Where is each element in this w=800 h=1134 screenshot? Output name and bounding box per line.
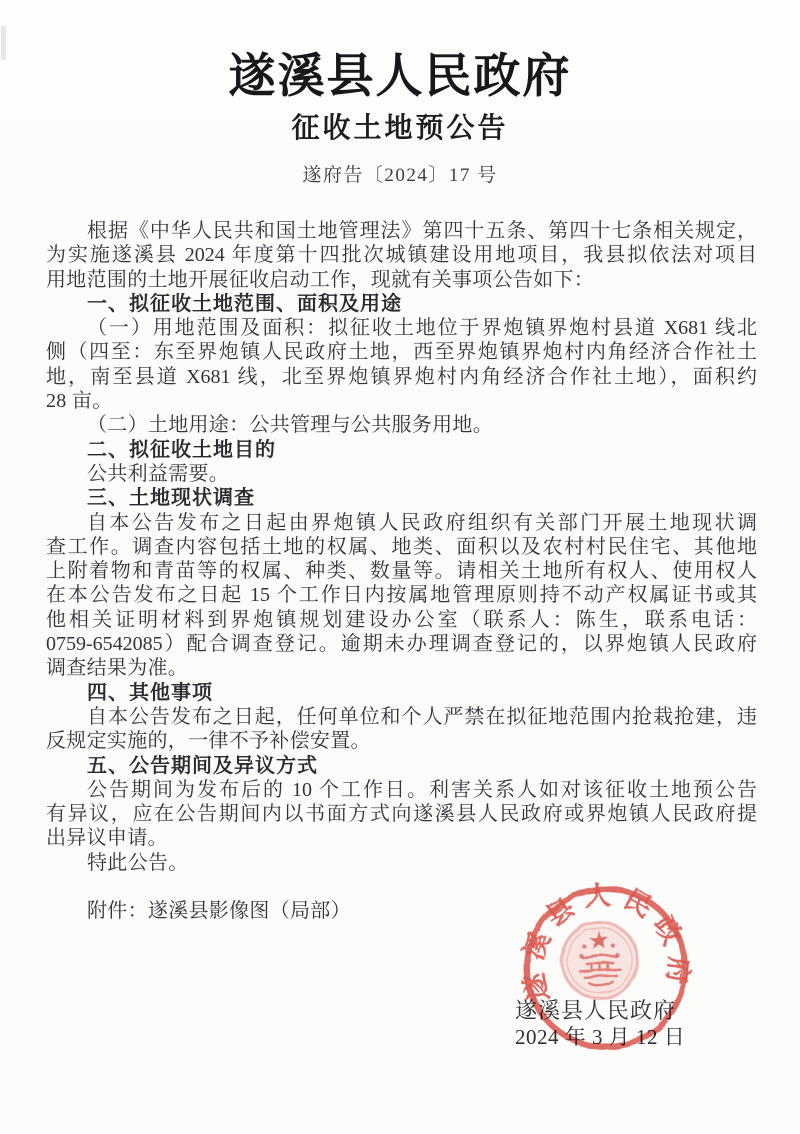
body-line: 根据《中华人民共和国土地管理法》第四十五条、第四十七条相关规定， (87, 220, 757, 242)
seal-text: 遂溪县人民政府 (517, 880, 695, 1003)
body-line: 为实施遂溪县 2024 年度第十四批次城镇建设用地项目，我县拟依法对项目 (46, 244, 757, 267)
body-line: 侧（四至：东至界炮镇人民政府土地，西至界炮镇界炮村内角经济合作社土 (46, 341, 757, 364)
body-line: 在本公告发布之日起 15 个工作日内按属地管理原则持不动产权属证书或其 (46, 584, 757, 607)
body-line: 公告期间为发布后的 10 个工作日。利害关系人如对该征收土地预公告 (87, 778, 757, 801)
body-line: 地，南至县道 X681 线，北至界炮镇界炮村内角经济合作社土地），面积约 (46, 365, 757, 388)
body-line: （二）土地用途：公共管理与公共服务用地。 (87, 414, 493, 437)
section-heading: 一、拟征收土地范围、面积及用途 (87, 292, 402, 315)
body-line: 用地范围的土地开展征收启动工作，现就有关事项公告如下： (46, 268, 595, 291)
body-line: 他相关证明材料到界炮镇规划建设办公室（联系人：陈生，联系电话： (46, 608, 757, 631)
section-heading: 五、公告期间及异议方式 (87, 754, 318, 777)
signature-name: 遂溪县人民政府 (515, 998, 677, 1023)
body-line: 有异议，应在公告期间内以书面方式向遂溪县人民政府或界炮镇人民政府提 (46, 803, 757, 826)
page-title: 遂溪县人民政府 (228, 51, 572, 103)
signature-date: 2024 年 3 月 12 日 (515, 1025, 686, 1049)
body-line: 上附着物和青苗等的权属、种类、数量等。请相关土地所有权人、使用权人 (46, 560, 757, 583)
section-heading: 四、其他事项 (87, 681, 213, 704)
body-line: （一）用地范围及面积：拟征收土地位于界炮镇界炮村县道 X681 线北 (87, 317, 757, 340)
body-line: 出异议申请。 (46, 827, 168, 850)
body-line: 特此公告。 (87, 851, 189, 874)
body-line: 查工作。调查内容包括土地的权属、地类、面积以及农村村民住宅、其他地 (46, 535, 757, 558)
section-heading: 二、拟征收土地目的 (87, 438, 276, 461)
body-line: 公共利益需要。 (87, 462, 230, 485)
body-line: 自本公告发布之日起，任何单位和个人严禁在拟征地范围内抢栽抢建，违 (87, 705, 757, 728)
body-line: 28 亩。 (46, 390, 113, 413)
body-line: 调查结果为准。 (46, 657, 189, 680)
body-line: 0759-6542085）配合调查登记。逾期未办理调查登记的，以界炮镇人民政府 (46, 633, 757, 656)
page-subtitle: 征收土地预公告 (291, 113, 509, 144)
attachment-line: 附件：遂溪县影像图（局部） (87, 900, 351, 923)
document-body (46, 219, 757, 924)
body-line: 自本公告发布之日起由界炮镇人民政府组织有关部门开展土地现状调 (87, 511, 757, 534)
section-heading: 三、土地现状调查 (87, 487, 255, 510)
document-number: 遂府告〔2024〕17 号 (302, 165, 498, 186)
body-line: 反规定实施的，一律不予补偿安置。 (46, 730, 371, 753)
national-emblem-icon (560, 920, 640, 1000)
body-lines (46, 219, 757, 875)
signature-block (515, 997, 685, 1051)
